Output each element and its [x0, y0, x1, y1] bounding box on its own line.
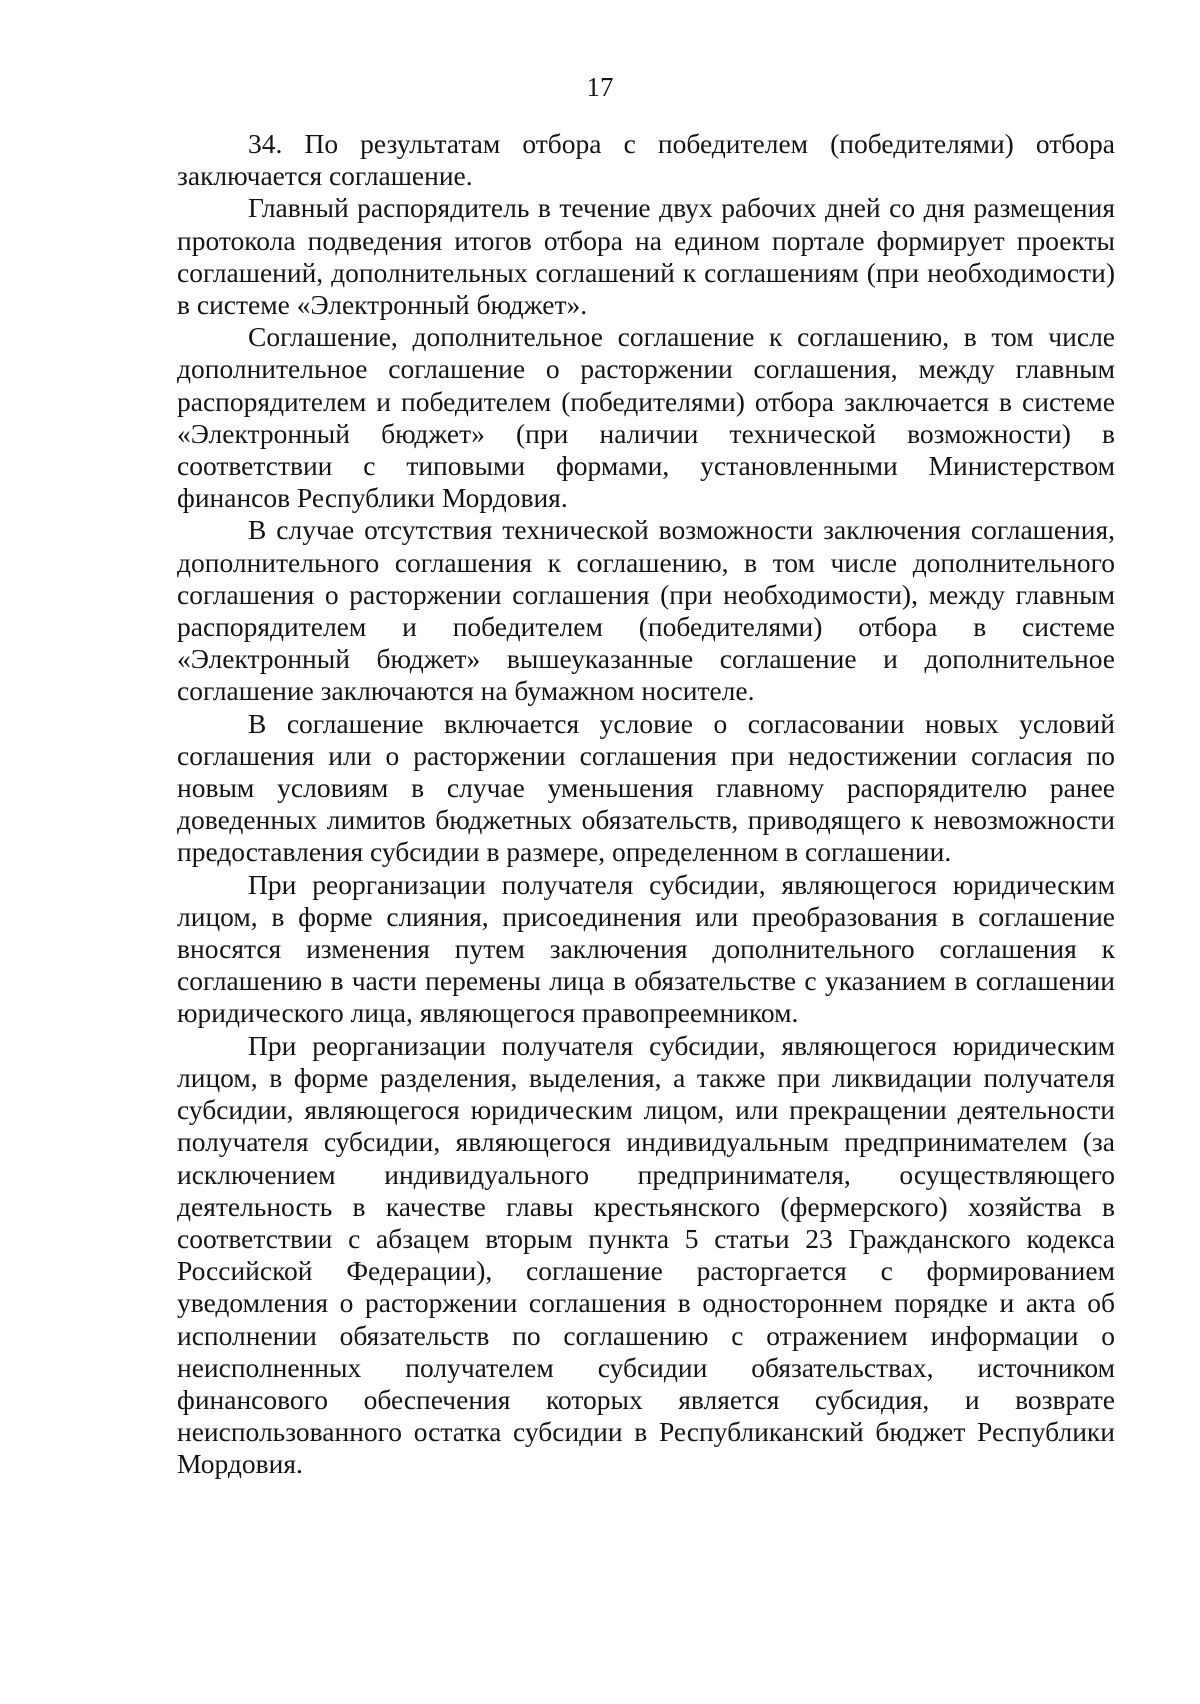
page-number: 17 [586, 72, 614, 102]
paragraph-paper-agreement: В случае отсутствия технической возможности заключения соглашения, дополнительного соглашения к соглашению, в том числе дополнительного соглашения о расторжении соглашения (при необходимости), между главным распорядителем и победителем (победителями) отбора в системе «Электронный бюджет» вышеуказанные соглашение и дополнительное соглашение заключаются на бумажном носителе. [177, 514, 1115, 707]
paragraph-item-34: 34. По результатам отбора с победителем (победителями) отбора заключается соглашение. [177, 128, 1115, 192]
paragraph-reorganization-merger: При реорганизации получателя субсидии, являющегося юридическим лицом, в форме слияния, присоединения или преобразования в соглашение вносятся изменения путем заключения дополнительного соглашения к соглашению в части перемены лица в обязательстве с указанием в соглашении юридического лица, являющегося правопреемником. [177, 868, 1115, 1029]
document-body [177, 128, 1115, 1481]
paragraph-reorganization-termination: При реорганизации получателя субсидии, являющегося юридическим лицом, в форме разделения, выделения, а также при ликвидации получателя субсидии, являющегося юридическим лицом, или прекращении деятельности получателя субсидии, являющегося индивидуальным предпринимателем (за исключением индивидуального предпринимателя, осуществляющего деятельность в качестве главы крестьянского (фермерского) хозяйства в соответствии с абзацем вторым пункта 5 статьи 23 Гражданского кодекса Российской Федерации), соглашение расторгается с формированием уведомления о расторжении соглашения в одностороннем порядке и акта об исполнении обязательств по соглашению с отражением информации о неисполненных получателем субсидии обязательствах, источником финансового обеспечения которых является субсидия, и возврате неиспользованного остатка субсидии в Республиканский бюджет Республики Мордовия. [177, 1029, 1115, 1480]
paragraph-electronic-agreement: Соглашение, дополнительное соглашение к соглашению, в том числе дополнительное соглашение о расторжении соглашения, между главным распорядителем и победителем (победителями) отбора заключается в системе «Электронный бюджет» (при наличии технической возможности) в соответствии с типовыми формами, установленными Министерством финансов Республики Мордовия. [177, 321, 1115, 514]
paragraph-project-formation: Главный распорядитель в течение двух рабочих дней со дня размещения протокола подведения итогов отбора на едином портале формирует проекты соглашений, дополнительных соглашений к соглашениям (при необходимости) в системе «Электронный бюджет». [177, 192, 1115, 321]
paragraph-new-conditions: В соглашение включается условие о согласовании новых условий соглашения или о расторжении соглашения при недостижении согласия по новым условиям в случае уменьшения главному распорядителю ранее доведенных лимитов бюджетных обязательств, приводящего к невозможности предоставления субсидии в размере, определенном в соглашении. [177, 707, 1115, 868]
